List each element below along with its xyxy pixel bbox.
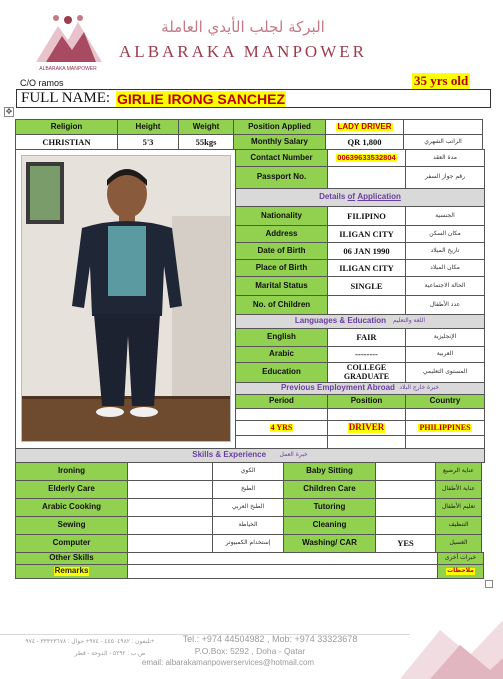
skill-computer-arabic: إستخدام الكمبيوتر <box>212 534 284 553</box>
skill-cleaning-label: Cleaning <box>283 516 376 535</box>
skill-ironing-value <box>127 462 213 481</box>
employment-period-value: 4 YRS <box>235 420 328 436</box>
skill-computer-label: Computer <box>15 534 128 553</box>
education-arabic: المستوى التعليمي <box>405 362 485 383</box>
skill-washing-car-arabic: الغسيل <box>435 534 482 553</box>
footer-po-box: P.O.Box: 5292 , Doha - Qatar <box>194 646 306 656</box>
place-of-birth-arabic: مكان الميلاد <box>405 259 485 277</box>
company-name: ALBARAKA MANPOWER <box>119 42 367 61</box>
date-of-birth-value: 06 JAN 1990 <box>327 242 406 260</box>
skill-washing-car-value: YES <box>375 534 436 553</box>
employment-position-value: DRIVER <box>327 420 406 436</box>
nationality-value: FILIPINO <box>327 206 406 226</box>
place-of-birth-label: Place of Birth <box>235 259 328 277</box>
weight-header: Weight <box>178 119 234 135</box>
skill-washing-car-label: Washing/ CAR <box>283 534 376 553</box>
skill-arabic-cooking-label: Arabic Cooking <box>15 498 128 517</box>
skill-cleaning-arabic: التنظيف <box>435 516 482 535</box>
english-arabic: الإنجليزية <box>405 328 485 347</box>
table-move-handle-icon[interactable]: ✥ <box>5 107 13 116</box>
children-label: No. of Children <box>235 295 328 315</box>
date-of-birth-arabic: تاريخ الميلاد <box>405 242 485 260</box>
skill-sewing-arabic: الخياطة <box>212 516 284 535</box>
skill-elderly-care-label: Elderly Care <box>15 480 128 499</box>
full-name-value: GIRLIE IRONG SANCHEZ <box>117 90 286 107</box>
skill-sewing-label: Sewing <box>15 516 128 535</box>
contact-number-label: Contact Number <box>235 149 328 167</box>
weight-value: 55kgs <box>178 134 234 150</box>
english-value: FAIR <box>327 328 406 347</box>
marital-status-value: SINGLE <box>327 276 406 296</box>
employment-blank-cell <box>405 435 485 449</box>
passport-label: Passport No. <box>235 166 328 189</box>
resize-handle[interactable] <box>485 580 493 588</box>
children-arabic: عدد الأطفال <box>405 295 485 315</box>
height-value: 5'3 <box>117 134 179 150</box>
arabic-value: -------- <box>327 346 406 363</box>
address-label: Address <box>235 225 328 243</box>
skills-heading: Skills & Experience خبرة العمل <box>15 448 485 463</box>
footer-email-link[interactable]: email: albarakamanpowerservices@hotmail.com <box>141 658 315 667</box>
skill-arabic-cooking-arabic: الطبخ العربي <box>212 498 284 517</box>
contact-number-arabic: مدة العقد <box>405 149 485 167</box>
position-applied-header: Position Applied <box>233 119 326 135</box>
applicant-photo <box>21 155 231 442</box>
skill-children-care-label: Children Care <box>283 480 376 499</box>
employment-blank-cell <box>327 435 406 449</box>
education-value: COLLEGE GRADUATE <box>327 362 406 383</box>
address-value: ILIGAN CITY <box>327 225 406 243</box>
remarks-label-cell: Remarks <box>15 564 128 579</box>
skill-baby-sitting-value <box>375 462 436 481</box>
skill-cleaning-value <box>375 516 436 535</box>
care-of-label: C/O ramos <box>20 78 64 88</box>
skill-computer-value <box>127 534 213 553</box>
passport-value <box>327 166 406 189</box>
age-badge: 35 yrs old <box>414 73 469 88</box>
height-header: Height <box>117 119 179 135</box>
skill-children-care-arabic: عناية الأطفال <box>435 480 482 499</box>
skill-arabic-cooking-value <box>127 498 213 517</box>
place-of-birth-value: ILIGAN CITY <box>327 259 406 277</box>
arabic-arabic: العربية <box>405 346 485 363</box>
company-name-arabic: البركة لجلب الأيدي العاملة <box>161 18 325 36</box>
religion-header: Religion <box>15 119 118 135</box>
position-applied-value: LADY DRIVER <box>325 119 404 135</box>
employment-country-value: PHILIPPINES <box>405 420 485 436</box>
other-skills-label: Other Skills <box>15 552 128 565</box>
languages-heading: Languages & Education اللغة والتعليم <box>235 314 485 329</box>
skill-ironing-arabic: الكوي <box>212 462 284 481</box>
skill-tutoring-value <box>375 498 436 517</box>
education-label: Education <box>235 362 328 383</box>
skill-children-care-value <box>375 480 436 499</box>
footer-phones-arabic: تليفون : ٤٤٥٠٤٩٨٢ - ٩٧٤+ جوال : ٣٣٣٢٣٦٧٨ - ٩٧٤+ <box>25 639 155 645</box>
monthly-salary-arabic: الراتب الشهري <box>403 134 483 150</box>
marital-status-label: Marital Status <box>235 276 328 296</box>
nationality-label: Nationality <box>235 206 328 226</box>
logo-caption: ALBARAKA MANPOWER <box>39 66 97 72</box>
position-applied-blank <box>403 119 483 135</box>
period-header: Period <box>235 394 328 409</box>
full-name-label: FULL NAME: <box>21 90 111 106</box>
english-label: English <box>235 328 328 347</box>
skill-tutoring-label: Tutoring <box>283 498 376 517</box>
skill-tutoring-arabic: تعليم الأطفال <box>435 498 482 517</box>
arabic-label: Arabic <box>235 346 328 363</box>
company-logo <box>28 10 108 74</box>
religion-value: CHRISTIAN <box>15 134 118 150</box>
position-header: Position <box>327 394 406 409</box>
skill-sewing-value <box>127 516 213 535</box>
passport-arabic: رقم جواز السفر <box>405 166 485 189</box>
monthly-salary-value: QR 1,800 <box>325 134 404 150</box>
footer-po-box-arabic: ص.ب : ٥٢٩٢ - الدوحة - قطر <box>74 651 146 657</box>
skill-elderly-care-arabic: الطبخ <box>212 480 284 499</box>
date-of-birth-label: Date of Birth <box>235 242 328 260</box>
employment-heading: Previous Employment Abroad خبرة خارج البلاد <box>235 382 485 395</box>
address-arabic: مكان السكن <box>405 225 485 243</box>
footer-phones: Tel.: +974 44504982 , Mob: +974 33323678 <box>182 634 358 644</box>
employment-blank-cell <box>235 435 328 449</box>
details-heading: Details of Application <box>235 188 485 207</box>
remarks-value <box>127 564 438 579</box>
country-header: Country <box>405 394 485 409</box>
children-value <box>327 295 406 315</box>
skill-baby-sitting-label: Baby Sitting <box>283 462 376 481</box>
marital-status-arabic: الحالة الاجتماعية <box>405 276 485 296</box>
remarks-arabic-cell: ملاحظات <box>437 564 484 579</box>
contact-number-value: 00639633532804 <box>327 149 406 167</box>
skill-baby-sitting-arabic: عناية الرضيع <box>435 462 482 481</box>
full-name-box <box>16 89 491 108</box>
skill-ironing-label: Ironing <box>15 462 128 481</box>
monthly-salary-label: Monthly Salary <box>233 134 326 150</box>
other-skills-arabic: خبرات أخرى <box>437 552 484 565</box>
skill-elderly-care-value <box>127 480 213 499</box>
nationality-arabic: الجنسية <box>405 206 485 226</box>
